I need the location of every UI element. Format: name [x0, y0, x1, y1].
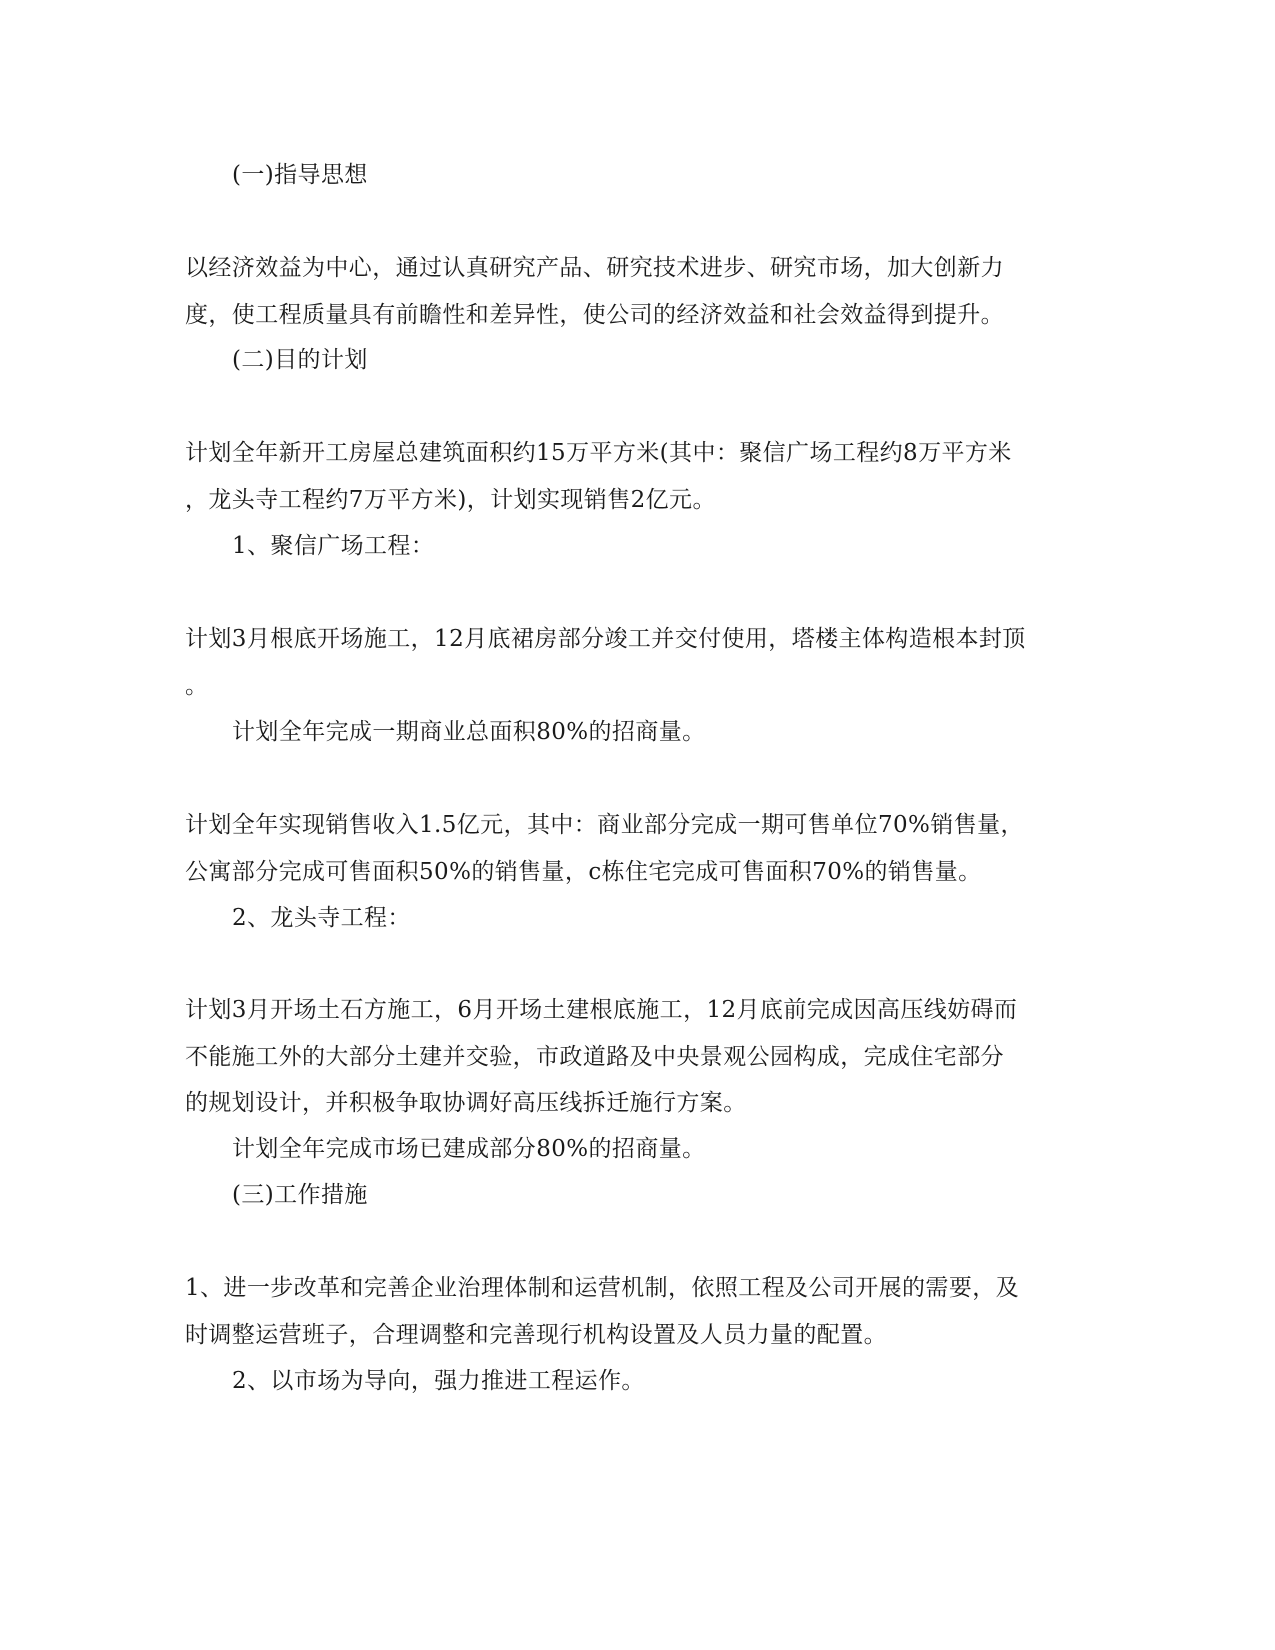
paragraph-line: 1、进一步改革和完善企业治理体制和运营机制，依照工程及公司开展的需要，及 — [185, 1275, 1020, 1301]
paragraph-line: 2、以市场为导向，强力推进工程运作。 — [232, 1368, 645, 1394]
paragraph-line: 不能施工外的大部分土建并交验，市政道路及中央景观公园构成，完成住宅部分 — [185, 1044, 1004, 1070]
paragraph-line: 计划全年完成一期商业总面积80%的招商量。 — [232, 719, 706, 745]
paragraph-line: 计划全年完成市场已建成部分80%的招商量。 — [232, 1136, 706, 1162]
paragraph-line: 计划3月开场土石方施工，6月开场土建根底施工，12月底前完成因高压线妨碍而 — [185, 997, 1018, 1023]
paragraph-line: 以经济效益为中心，通过认真研究产品、研究技术进步、研究市场，加大创新力 — [185, 255, 1004, 281]
paragraph-line: 公寓部分完成可售面积50%的销售量，c栋住宅完成可售面积70%的销售量。 — [185, 859, 982, 885]
item-heading-longtousi: 2、龙头寺工程： — [232, 905, 411, 931]
section-heading-work-measures: (三)工作措施 — [232, 1182, 368, 1208]
section-heading-guiding-thought: (一)指导思想 — [232, 162, 368, 188]
paragraph-line: 的规划设计，并积极争取协调好高压线拆迁施行方案。 — [185, 1090, 747, 1116]
paragraph-line: ，龙头寺工程约7万平方米)，计划实现销售2亿元。 — [185, 487, 716, 513]
paragraph-line: 计划全年新开工房屋总建筑面积约15万平方米(其中：聚信广场工程约8万平方米 — [185, 440, 1012, 466]
paragraph-line: 计划3月根底开场施工，12月底裙房部分竣工并交付使用，塔楼主体构造根本封顶 — [185, 626, 1026, 652]
item-heading-juxin-plaza: 1、聚信广场工程： — [232, 533, 435, 559]
paragraph-line: 度，使工程质量具有前瞻性和差异性，使公司的经济效益和社会效益得到提升。 — [185, 302, 1004, 328]
section-heading-target-plan: (二)目的计划 — [232, 347, 368, 373]
paragraph-line: 时调整运营班子，合理调整和完善现行机构设置及人员力量的配置。 — [185, 1322, 887, 1348]
paragraph-line: 计划全年实现销售收入1.5亿元，其中：商业部分完成一期可售单位70%销售量， — [185, 812, 1024, 838]
paragraph-line: 。 — [185, 673, 209, 699]
